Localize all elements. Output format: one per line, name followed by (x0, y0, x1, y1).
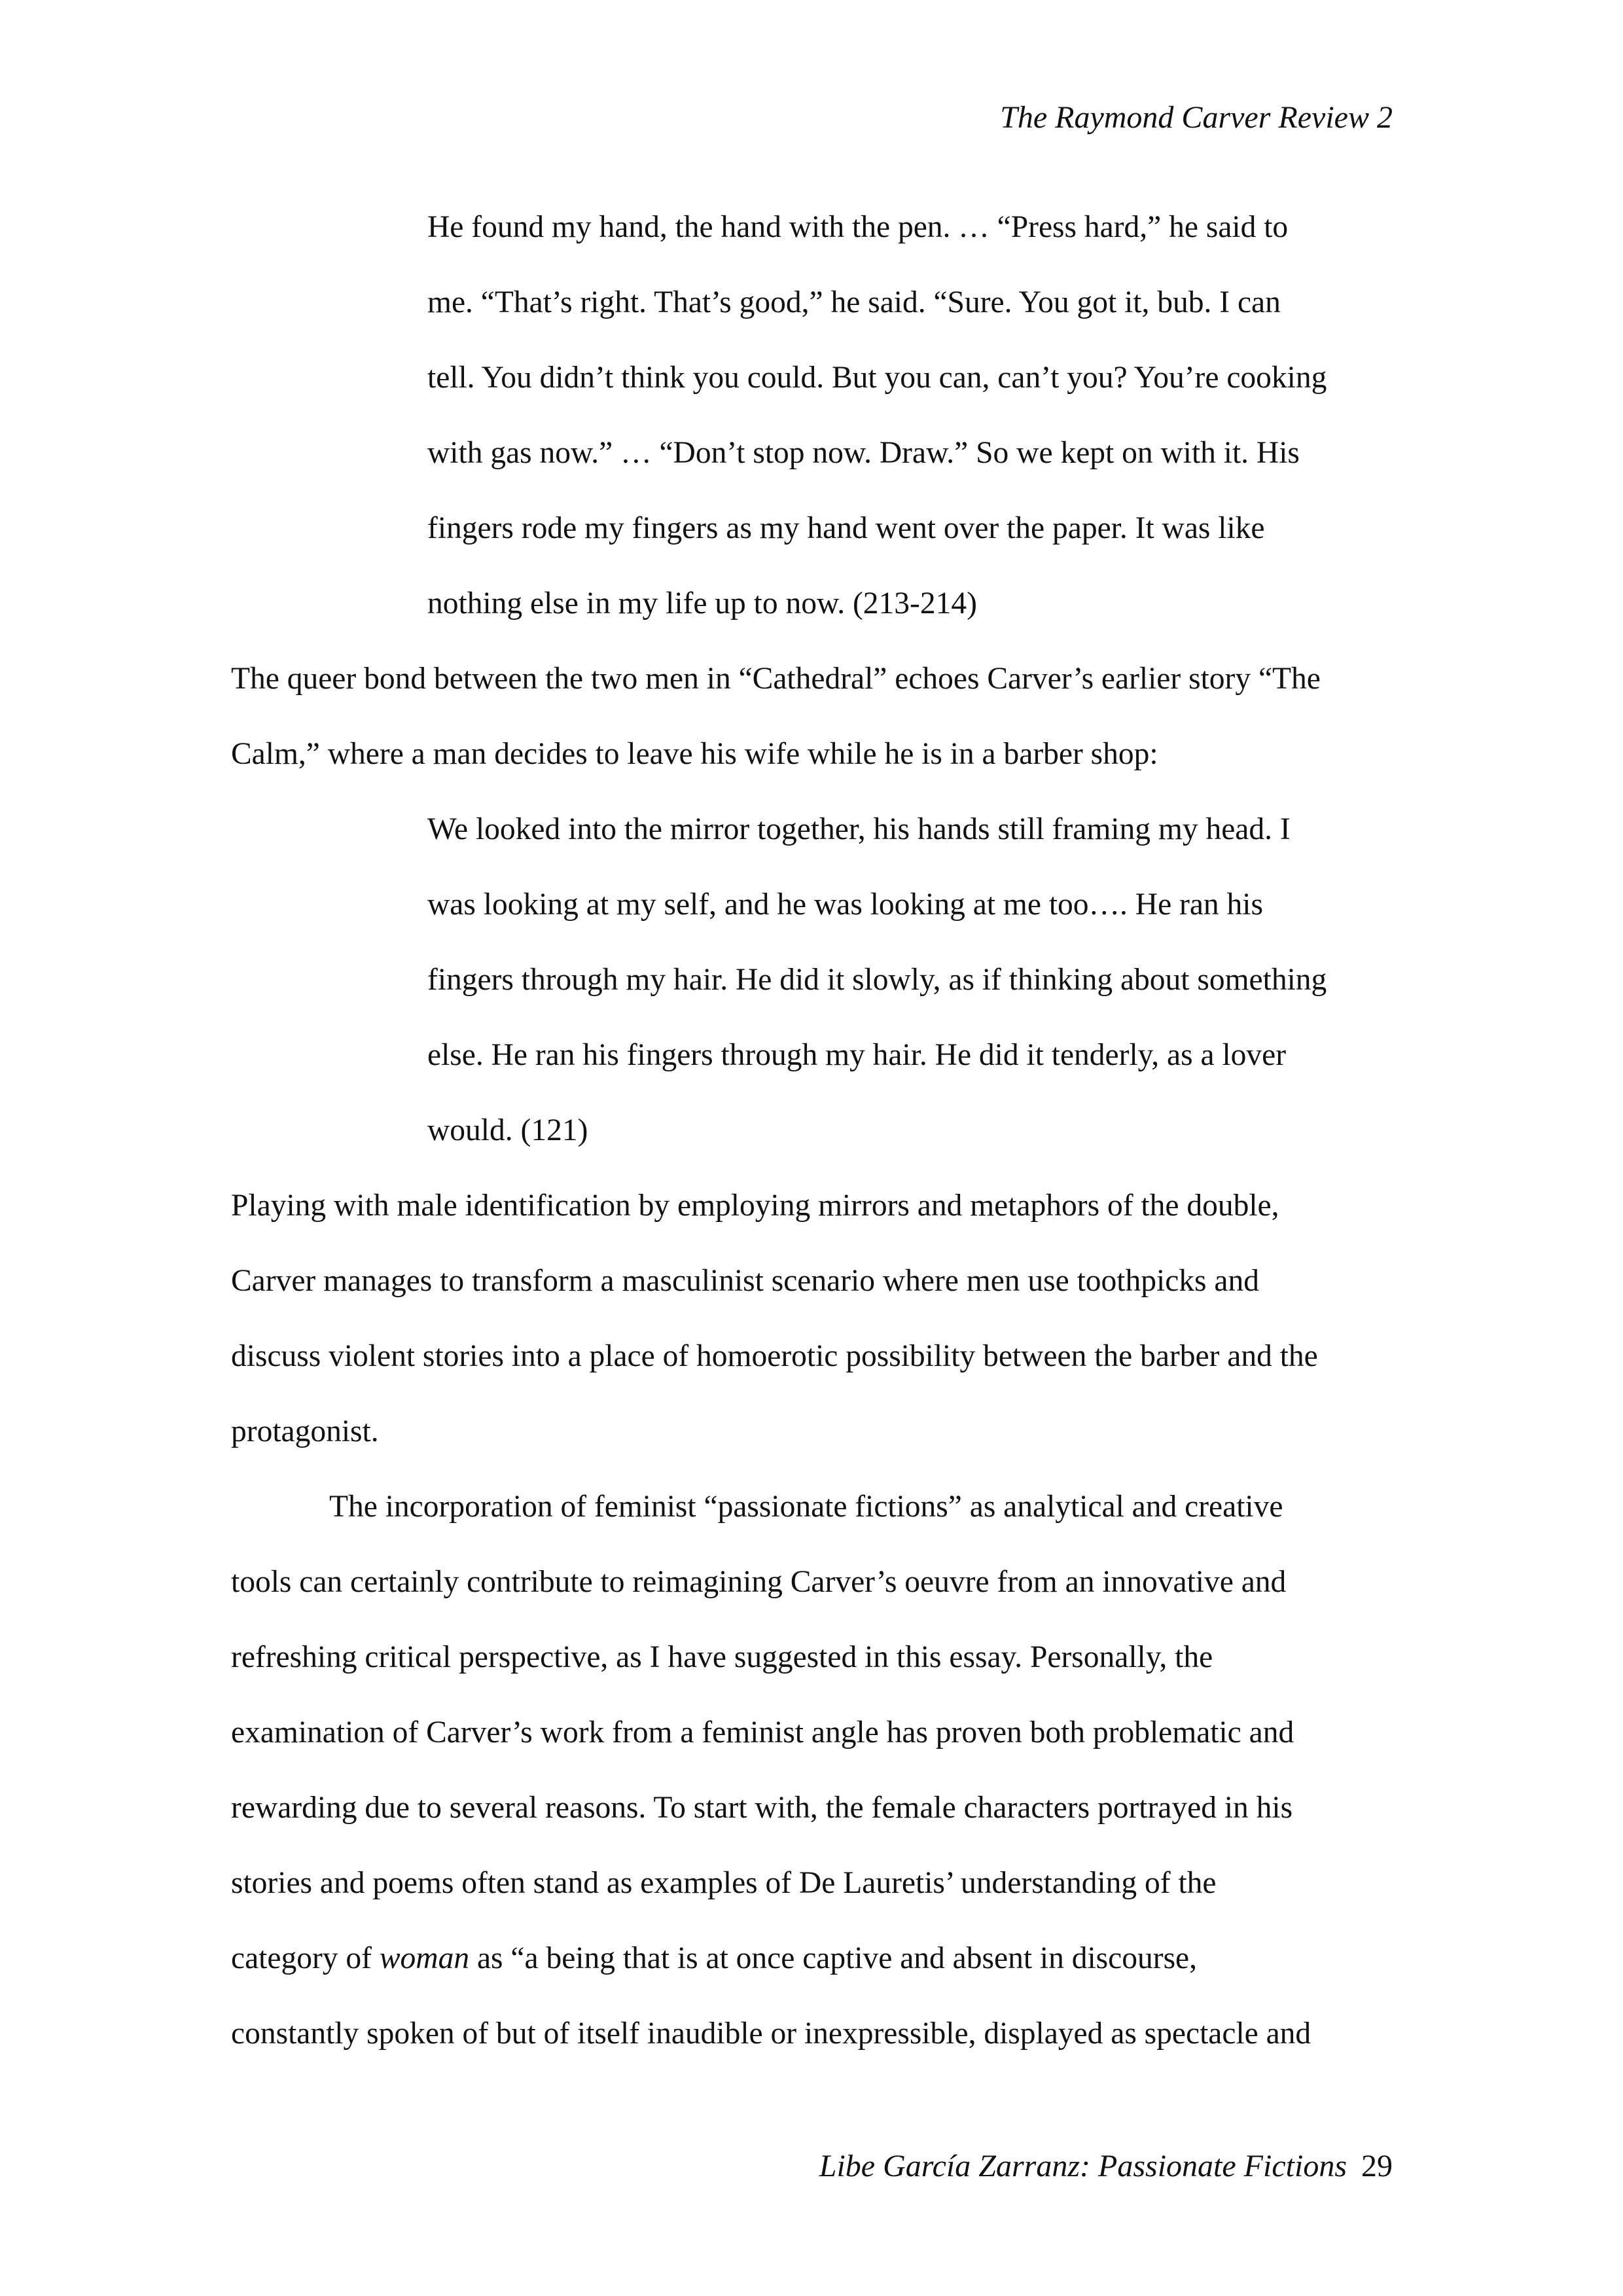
quote-line: with gas now.” … “Don’t stop now. Draw.” So we kept on with it. His (427, 436, 1300, 470)
running-header: The Raymond Carver Review 2 (1000, 100, 1393, 135)
paragraph-line: The queer bond between the two men in “Cathedral” echoes Carver’s earlier story “The (231, 662, 1321, 696)
page-footer (819, 2147, 1393, 2186)
quote-line: me. “That’s right. That’s good,” he said. “Sure. You got it, bub. I can (427, 285, 1281, 319)
quote-line: fingers through my hair. He did it slowly, as if thinking about something (427, 963, 1327, 997)
paragraph-passionate-fictions (231, 1469, 1396, 2072)
text-run: as “a being that is at once captive and absent in discourse, (469, 1941, 1198, 1975)
paragraph-line: Carver manages to transform a masculinist scenario where men use toothpicks and (231, 1264, 1259, 1298)
footer-author-title: Libe García Zarranz: Passionate Fictions (819, 2149, 1347, 2183)
paragraph-male-identification (231, 1168, 1396, 1469)
body-text (231, 190, 1396, 2072)
paragraph-line: stories and poems often stand as examples of De Lauretis’ understanding of the (231, 1866, 1217, 1900)
quote-line: was looking at my self, and he was looking at me too…. He ran his (427, 888, 1263, 922)
paragraph-line: examination of Carver’s work from a feminist angle has proven both problematic and (231, 1715, 1294, 1749)
quote-line: We looked into the mirror together, his hands still framing my head. I (427, 812, 1291, 846)
block-quote-cathedral (231, 190, 1396, 641)
paragraph-line: tools can certainly contribute to reimagining Carver’s oeuvre from an innovative and (231, 1565, 1287, 1599)
quote-line: fingers rode my fingers as my hand went over the paper. It was like (427, 511, 1265, 545)
page-number: 29 (1361, 2149, 1393, 2183)
paragraph-line: protagonist. (231, 1414, 379, 1448)
paragraph-line: discuss violent stories into a place of homoerotic possibility between the barber and the (231, 1339, 1318, 1373)
paragraph-line: constantly spoken of but of itself inaudible or inexpressible, displayed as spectacle and (231, 2017, 1311, 2051)
paragraph-line (231, 1921, 1396, 1996)
paragraph-line: Playing with male identification by employing mirrors and metaphors of the double, (231, 1189, 1279, 1223)
paragraph-queer-bond (231, 641, 1396, 792)
paragraph-line: refreshing critical perspective, as I have suggested in this essay. Personally, the (231, 1640, 1213, 1674)
italic-term: woman (379, 1941, 470, 1975)
quote-line: else. He ran his fingers through my hair. He did it tenderly, as a lover (427, 1038, 1287, 1072)
paragraph-line: The incorporation of feminist “passionate fictions” as analytical and creative (329, 1490, 1283, 1524)
quote-line: tell. You didn’t think you could. But you can, can’t you? You’re cooking (427, 361, 1327, 395)
block-quote-the-calm (231, 792, 1396, 1168)
quote-line: would. (121) (427, 1113, 588, 1147)
paragraph-line: Calm,” where a man decides to leave his wife while he is in a barber shop: (231, 737, 1158, 771)
paragraph-line: rewarding due to several reasons. To start with, the female characters portrayed in his (231, 1791, 1293, 1825)
quote-line: He found my hand, the hand with the pen. … “Press hard,” he said to (427, 210, 1289, 244)
quote-line: nothing else in my life up to now. (213-214) (427, 586, 977, 620)
text-run: category of (231, 1941, 380, 1975)
